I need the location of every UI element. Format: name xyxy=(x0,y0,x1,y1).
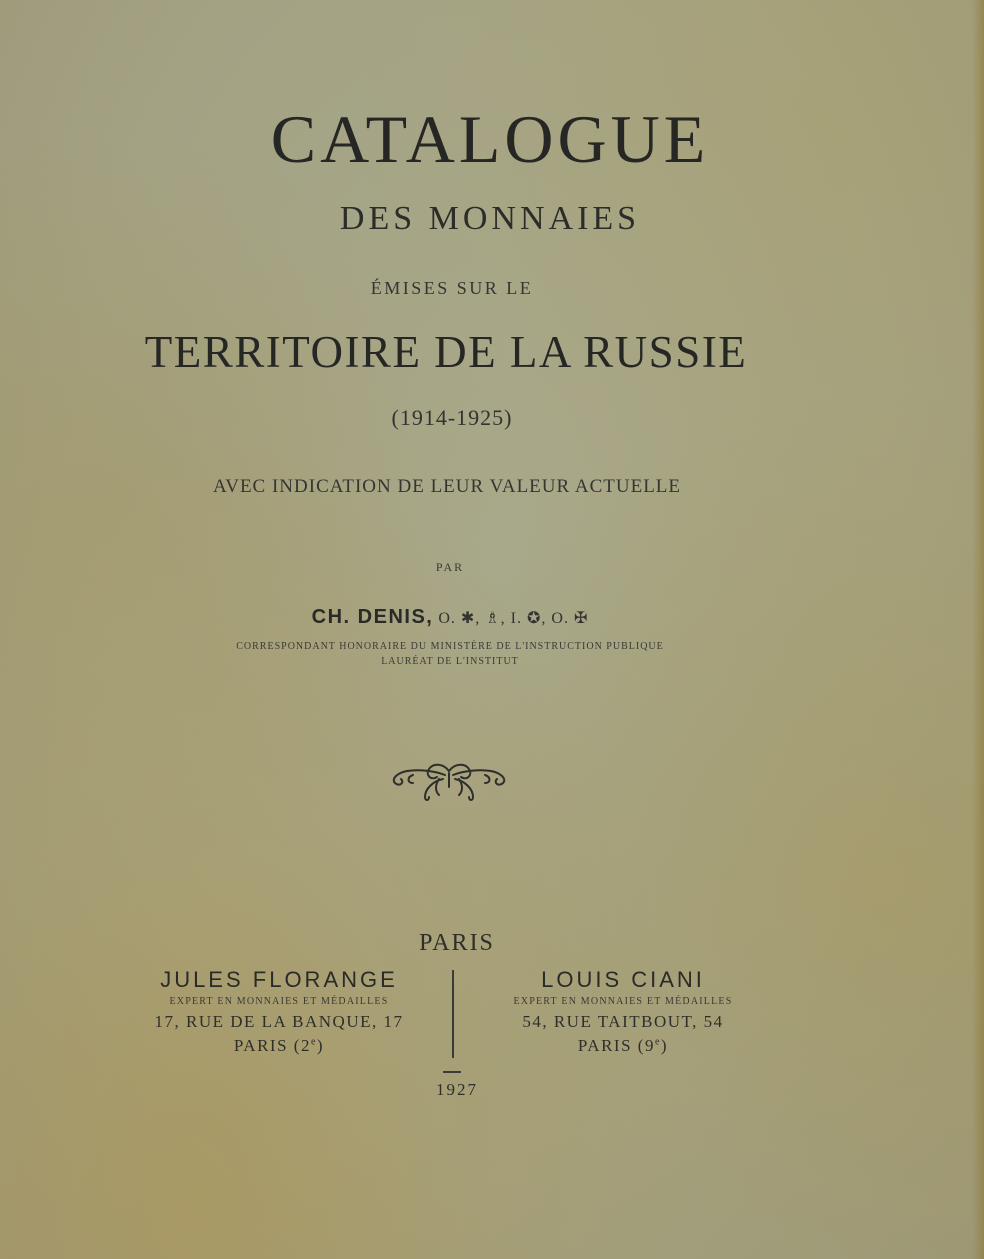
publisher-address: 54, RUE TAITBOUT, 54 xyxy=(522,1012,724,1031)
fleuron-ornament-icon xyxy=(385,757,513,803)
year-rule xyxy=(443,1071,461,1073)
publisher-city: PARIS (9e) xyxy=(577,1036,669,1055)
author-role-correspondant: CORRESPONDANT HONORAIRE DU MINISTÈRE DE L'INSTRUCTION PUBLIQUE xyxy=(236,641,664,652)
cover-subtitle-valeur: AVEC INDICATION DE LEUR VALEUR ACTUELLE xyxy=(212,476,682,497)
publisher-ciani xyxy=(478,966,768,1058)
imprint-city: PARIS xyxy=(419,930,495,956)
publisher-role: EXPERT EN MONNAIES ET MÉDAILLES xyxy=(169,996,389,1007)
author-decorations: O. ✱, ♗, I. ✪, O. ✠ xyxy=(438,610,589,627)
cover-years: (1914-1925) xyxy=(391,405,513,430)
publisher-divider xyxy=(452,970,454,1058)
publication-year: 1927 xyxy=(436,1080,478,1099)
cover-title: CATALOGUE xyxy=(270,101,710,177)
author-role-laureat: LAURÉAT DE L'INSTITUT xyxy=(381,656,519,667)
cover-by: PAR xyxy=(435,560,465,574)
cover-subtitle-emises: ÉMISES SUR LE xyxy=(370,278,534,298)
publisher-florange xyxy=(120,966,438,1058)
publisher-name: JULES FLORANGE xyxy=(160,967,398,992)
publisher-name: LOUIS CIANI xyxy=(541,967,705,992)
cover-territory: TERRITOIRE DE LA RUSSIE xyxy=(144,327,748,377)
cover-subtitle-monnaies: DES MONNAIES xyxy=(339,200,641,237)
publisher-address: 17, RUE DE LA BANQUE, 17 xyxy=(154,1012,404,1031)
publisher-role: EXPERT EN MONNAIES ET MÉDAILLES xyxy=(513,996,733,1007)
author-name: CH. DENIS, xyxy=(311,606,434,628)
author-line xyxy=(0,606,942,629)
page-edge xyxy=(972,0,984,1259)
publisher-city: PARIS (2e) xyxy=(233,1036,325,1055)
